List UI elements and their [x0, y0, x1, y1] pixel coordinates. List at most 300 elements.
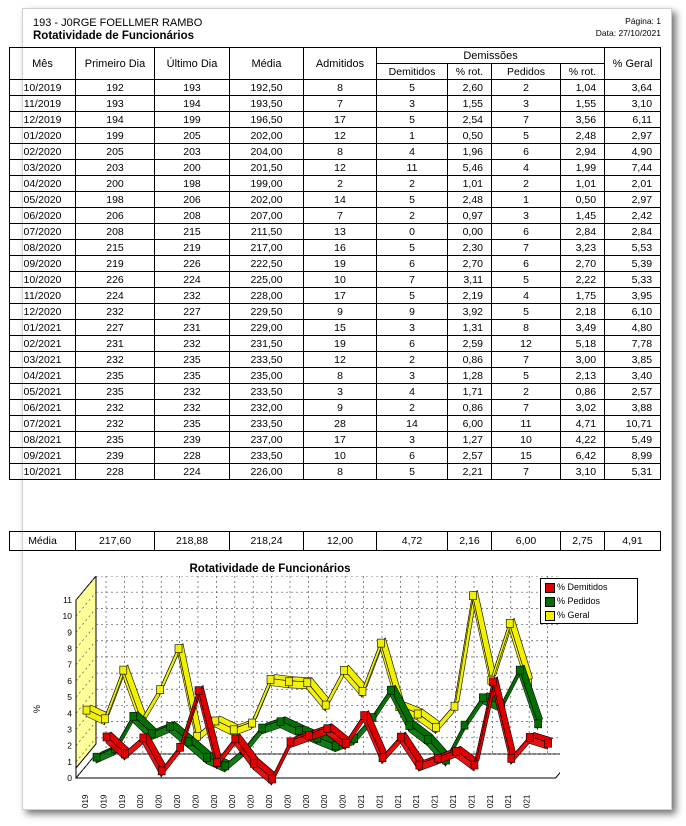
data-point-marker [434, 754, 441, 762]
table-cell: 11 [492, 416, 561, 432]
table-cell: 215 [76, 240, 155, 256]
table-cell: 6 [377, 336, 448, 352]
table-cell: 13 [304, 224, 377, 240]
table-cell: 1,45 [561, 208, 605, 224]
table-cell: 0,86 [561, 384, 605, 400]
table-row [10, 208, 661, 224]
average-cell: 218,88 [155, 532, 230, 551]
table-cell: 239 [155, 432, 230, 448]
table-cell: 2 [377, 352, 448, 368]
table-cell: 2,01 [605, 176, 661, 192]
data-point-marker [277, 718, 284, 726]
table-cell: 2,48 [448, 192, 492, 208]
table-cell: 14 [304, 192, 377, 208]
table-cell: 12/2020 [10, 304, 76, 320]
table-cell: 2 [377, 176, 448, 192]
data-point-marker [453, 747, 460, 755]
table-row [10, 288, 661, 304]
table-cell: 192 [76, 80, 155, 96]
y-tick-label: 8 [67, 643, 72, 654]
x-tick-label: 020 [320, 794, 330, 808]
y-tick-label: 10 [62, 611, 72, 622]
x-tick-label: 021 [375, 794, 385, 808]
table-cell: 1,27 [448, 432, 492, 448]
table-cell: 9 [304, 400, 377, 416]
data-point-marker [130, 712, 137, 720]
table-cell: 1,99 [561, 160, 605, 176]
table-body [10, 80, 661, 480]
data-point-marker [304, 679, 311, 687]
table-cell: 198 [155, 176, 230, 192]
average-cell: 217,60 [76, 532, 155, 551]
table-cell: 12 [304, 160, 377, 176]
table-cell: 11/2020 [10, 288, 76, 304]
table-cell: 235 [76, 432, 155, 448]
table-cell: 2 [492, 176, 561, 192]
table-cell: 226 [76, 272, 155, 288]
table-cell: 10 [304, 448, 377, 464]
table-cell: 199 [76, 128, 155, 144]
table-cell: 235 [76, 368, 155, 384]
table-cell: 1,55 [561, 96, 605, 112]
table-cell: 200 [76, 176, 155, 192]
table-row [10, 336, 661, 352]
table-cell: 10/2019 [10, 80, 76, 96]
average-cell: 218,24 [230, 532, 304, 551]
table-cell: 07/2020 [10, 224, 76, 240]
table-cell: 3,88 [605, 400, 661, 416]
table-cell: 15 [492, 448, 561, 464]
table-cell: 12 [492, 336, 561, 352]
table-cell: 5,46 [448, 160, 492, 176]
data-point-marker [120, 666, 127, 674]
table-cell: 3,56 [561, 112, 605, 128]
table-row [10, 416, 661, 432]
data-point-marker [140, 734, 147, 742]
x-tick-label: 020 [301, 794, 311, 808]
x-tick-label: 021 [430, 794, 440, 808]
table-cell: 235 [155, 368, 230, 384]
table-cell: 232 [76, 304, 155, 320]
table-cell: 2,94 [561, 144, 605, 160]
table-cell: 3,11 [448, 272, 492, 288]
data-point-marker [342, 740, 349, 748]
table-cell: 8 [304, 464, 377, 480]
data-point-marker [322, 701, 329, 709]
data-point-marker [451, 702, 458, 710]
table-cell: 2,48 [561, 128, 605, 144]
table-cell: 233,50 [230, 416, 304, 432]
table-cell: 231 [155, 320, 230, 336]
table-cell: 203 [155, 144, 230, 160]
x-tick-label: 020 [338, 794, 348, 808]
report-title: Rotatividade de Funcionários [33, 30, 195, 42]
table-cell: 09/2021 [10, 448, 76, 464]
data-point-marker [185, 738, 192, 746]
data-point-marker [489, 678, 496, 686]
table-cell: 5 [492, 128, 561, 144]
legend-label: % Demitidos [557, 582, 608, 592]
table-row [10, 384, 661, 400]
table-cell: 235 [76, 384, 155, 400]
table-row [10, 448, 661, 464]
table-cell: 5,33 [605, 272, 661, 288]
table-cell: 5 [377, 80, 448, 96]
table-cell: 05/2020 [10, 192, 76, 208]
table-cell: 14 [377, 416, 448, 432]
y-tick-label: 11 [63, 595, 72, 605]
data-point-marker [379, 754, 386, 762]
data-point-marker [416, 761, 423, 769]
table-cell: 205 [76, 144, 155, 160]
data-point-marker [324, 725, 331, 733]
table-cell: 2,19 [448, 288, 492, 304]
table-cell: 19 [304, 336, 377, 352]
table-cell: 2,70 [448, 256, 492, 272]
table-row [10, 256, 661, 272]
table-cell: 7,44 [605, 160, 661, 176]
header-media: Média [230, 48, 304, 80]
table-cell: 232 [155, 288, 230, 304]
table-cell: 3 [492, 96, 561, 112]
table-cell: 09/2020 [10, 256, 76, 272]
table-cell: 0,86 [448, 400, 492, 416]
table-cell: 196,50 [230, 112, 304, 128]
header-rot-pedidos: % rot. [561, 64, 605, 80]
y-tick-label: 0 [67, 773, 72, 783]
data-point-marker [83, 706, 90, 714]
table-cell: 5,18 [561, 336, 605, 352]
table-cell: 6,42 [561, 448, 605, 464]
table-cell: 2,13 [561, 368, 605, 384]
data-point-marker [157, 686, 164, 694]
table-cell: 5 [492, 368, 561, 384]
x-tick-label: 020 [173, 794, 182, 808]
table-cell: 12 [304, 128, 377, 144]
data-point-marker [250, 759, 257, 767]
data-point-marker [526, 733, 533, 741]
table-cell: 3,92 [448, 304, 492, 320]
table-cell: 232,00 [230, 400, 304, 416]
table-cell: 6 [492, 144, 561, 160]
table-row [10, 240, 661, 256]
table-cell: 228,00 [230, 288, 304, 304]
table-cell: 8 [492, 320, 561, 336]
table-cell: 0,50 [448, 128, 492, 144]
x-tick-label: 020 [209, 794, 219, 808]
legend-swatch [545, 583, 555, 593]
table-cell: 205 [155, 128, 230, 144]
table-cell: 5 [377, 240, 448, 256]
legend-item [541, 595, 637, 607]
table-cell: 1,71 [448, 384, 492, 400]
table-cell: 1,75 [561, 288, 605, 304]
table-cell: 206 [155, 192, 230, 208]
table-cell: 1,55 [448, 96, 492, 112]
table-cell: 235,00 [230, 368, 304, 384]
data-point-marker [259, 724, 266, 732]
table-cell: 3,00 [561, 352, 605, 368]
legend-swatch [545, 611, 555, 621]
data-point-marker [195, 687, 202, 695]
table-cell: 04/2021 [10, 368, 76, 384]
table-cell: 08/2021 [10, 432, 76, 448]
x-tick-label: 021 [357, 794, 366, 808]
table-cell: 227 [76, 320, 155, 336]
table-row [10, 400, 661, 416]
legend-swatch [545, 597, 555, 607]
table-cell: 7 [492, 112, 561, 128]
table-cell: 233,50 [230, 352, 304, 368]
table-cell: 8,99 [605, 448, 661, 464]
table-cell: 3 [377, 320, 448, 336]
table-cell: 16 [304, 240, 377, 256]
table-cell: 206 [76, 208, 155, 224]
table-cell: 5,31 [605, 464, 661, 480]
table-cell: 3,02 [561, 400, 605, 416]
table-cell: 2,30 [448, 240, 492, 256]
data-point-marker [287, 738, 294, 746]
data-point-marker [461, 721, 468, 729]
table-cell: 01/2020 [10, 128, 76, 144]
table-row [10, 144, 661, 160]
table-cell: 28 [304, 416, 377, 432]
table-cell: 6,00 [448, 416, 492, 432]
data-point-marker [175, 645, 182, 653]
data-point-marker [479, 694, 486, 702]
table-cell: 208 [155, 208, 230, 224]
y-tick-label: 5 [67, 692, 72, 703]
chart-side-wall [76, 576, 96, 768]
average-cell: 4,72 [377, 532, 448, 551]
table-row [10, 304, 661, 320]
table-cell: 1,04 [561, 80, 605, 96]
table-cell: 1 [377, 128, 448, 144]
header-mes: Mês [10, 48, 76, 80]
table-cell: 7 [304, 96, 377, 112]
table-cell: 02/2020 [10, 144, 76, 160]
table-cell: 7 [492, 352, 561, 368]
table-cell: 235 [155, 352, 230, 368]
table-cell: 203 [76, 160, 155, 176]
data-point-marker [406, 721, 413, 729]
table-cell: 3,10 [605, 96, 661, 112]
table-row [10, 352, 661, 368]
chart-title: Rotatividade de Funcionários [189, 563, 351, 575]
average-row [10, 532, 661, 551]
table-cell: 1,28 [448, 368, 492, 384]
table-cell: 3,49 [561, 320, 605, 336]
table-cell: 0,00 [448, 224, 492, 240]
table-cell: 10 [492, 432, 561, 448]
x-tick-label: 021 [467, 794, 477, 808]
table-cell: 3 [377, 368, 448, 384]
table-cell: 193 [76, 96, 155, 112]
table-cell: 06/2021 [10, 400, 76, 416]
table-cell: 232 [155, 400, 230, 416]
table-cell: 5 [377, 288, 448, 304]
table-cell: 7,78 [605, 336, 661, 352]
data-point-marker [177, 743, 184, 751]
average-cell: 2,16 [448, 532, 492, 551]
header-geral: % Geral [605, 48, 661, 80]
y-tick-label: 3 [67, 724, 72, 735]
data-point-marker [341, 666, 348, 674]
x-tick-label: 020 [265, 794, 274, 808]
table-cell: 4,22 [561, 432, 605, 448]
table-cell: 199 [155, 112, 230, 128]
table-cell: 201,50 [230, 160, 304, 176]
x-tick-label: 020 [283, 794, 293, 808]
table-row [10, 464, 661, 480]
x-tick-label: 021 [522, 794, 532, 808]
data-point-marker [295, 726, 302, 734]
table-cell: 231,50 [230, 336, 304, 352]
x-tick-label: 021 [412, 794, 422, 808]
table-cell: 199,00 [230, 176, 304, 192]
table-cell: 232 [76, 352, 155, 368]
header-primeiro-dia: Primeiro Dia [76, 48, 155, 80]
data-point-marker [267, 676, 274, 684]
table-cell: 1,96 [448, 144, 492, 160]
x-tick-label: 019 [99, 794, 109, 808]
table-cell: 232 [76, 416, 155, 432]
x-tick-label: 019 [117, 794, 127, 808]
table-cell: 7 [492, 400, 561, 416]
table-cell: 6,11 [605, 112, 661, 128]
legend-item [541, 581, 637, 593]
average-cell: 12,00 [304, 532, 377, 551]
table-cell: 5 [377, 192, 448, 208]
chart-floor [76, 754, 560, 778]
y-tick-label: 2 [67, 740, 72, 751]
table-cell: 193 [155, 80, 230, 96]
table-cell: 235 [155, 416, 230, 432]
table-cell: 5 [377, 464, 448, 480]
data-point-marker [249, 719, 256, 727]
table-cell: 8 [304, 368, 377, 384]
data-point-marker [93, 753, 100, 761]
average-label: Média [10, 532, 76, 551]
y-tick-label: 7 [67, 659, 72, 670]
x-tick-label: 020 [246, 794, 256, 808]
table-cell: 4 [377, 144, 448, 160]
table-cell: 4 [492, 288, 561, 304]
table-cell: 228 [76, 464, 155, 480]
table-row [10, 368, 661, 384]
table-cell: 2 [304, 176, 377, 192]
table-cell: 224 [155, 272, 230, 288]
x-tick-label: 019 [81, 794, 90, 808]
table-cell: 7 [304, 208, 377, 224]
table-cell: 4 [377, 384, 448, 400]
table-cell: 3 [492, 208, 561, 224]
table-cell: 17 [304, 112, 377, 128]
table-cell: 11/2019 [10, 96, 76, 112]
table-cell: 02/2021 [10, 336, 76, 352]
x-tick-label: 020 [136, 794, 146, 808]
x-tick-label: 021 [449, 794, 458, 808]
data-point-marker [230, 726, 237, 734]
data-point-marker [222, 762, 229, 770]
table-cell: 12/2019 [10, 112, 76, 128]
table-cell: 229,00 [230, 320, 304, 336]
table-cell: 227 [155, 304, 230, 320]
report-date: Data: 27/10/2021 [595, 28, 661, 38]
table-cell: 1,01 [561, 176, 605, 192]
y-tick-label: 9 [67, 627, 72, 638]
table-cell: 2 [492, 80, 561, 96]
table-cell: 5 [492, 304, 561, 320]
data-point-marker [377, 639, 384, 647]
y-tick-label: 6 [67, 675, 72, 686]
header-rot-demitidos: % rot. [448, 64, 492, 80]
table-row [10, 128, 661, 144]
table-row [10, 80, 661, 96]
table-cell: 9 [304, 304, 377, 320]
table-cell: 6 [377, 256, 448, 272]
table-row [10, 176, 661, 192]
x-tick-label: 021 [393, 794, 403, 808]
table-cell: 5,49 [605, 432, 661, 448]
table-cell: 17 [304, 432, 377, 448]
data-point-marker [361, 712, 368, 720]
table-cell: 6,10 [605, 304, 661, 320]
table-cell: 10/2020 [10, 272, 76, 288]
table-cell: 192,50 [230, 80, 304, 96]
table-cell: 10,71 [605, 416, 661, 432]
average-cell: 2,75 [561, 532, 605, 551]
table-cell: 233,50 [230, 448, 304, 464]
data-point-marker [203, 754, 210, 762]
data-point-marker [103, 733, 110, 741]
company-name: 193 - J0RGE FOELLMER RAMBO [33, 17, 203, 29]
data-point-marker [424, 736, 431, 744]
table-cell: 15 [304, 320, 377, 336]
table-cell: 11 [377, 160, 448, 176]
table-cell: 193,50 [230, 96, 304, 112]
table-cell: 2,84 [561, 224, 605, 240]
table-cell: 2,21 [448, 464, 492, 480]
chart-legend [540, 578, 638, 624]
table-cell: 3 [377, 432, 448, 448]
data-point-marker [167, 722, 174, 730]
table-cell: 3,95 [605, 288, 661, 304]
table-cell: 2,97 [605, 192, 661, 208]
report-meta [596, 15, 661, 39]
x-tick-label: 021 [485, 794, 495, 808]
table-cell: 194 [155, 96, 230, 112]
data-point-marker [471, 761, 478, 769]
data-point-marker [433, 723, 440, 731]
table-cell: 229,50 [230, 304, 304, 320]
data-point-marker [359, 687, 366, 695]
page-number: Página: 1 [625, 16, 661, 26]
table-cell: 224 [76, 288, 155, 304]
table-cell: 6 [492, 224, 561, 240]
table-cell: 10/2021 [10, 464, 76, 480]
legend-label: % Geral [557, 610, 590, 620]
table-cell: 228 [155, 448, 230, 464]
table-cell: 3,85 [605, 352, 661, 368]
table-cell: 4 [492, 160, 561, 176]
table-cell: 2,22 [561, 272, 605, 288]
table-cell: 239 [76, 448, 155, 464]
table-cell: 198 [76, 192, 155, 208]
y-tick-label: 4 [67, 708, 72, 719]
table-cell: 0 [377, 224, 448, 240]
table-row [10, 272, 661, 288]
